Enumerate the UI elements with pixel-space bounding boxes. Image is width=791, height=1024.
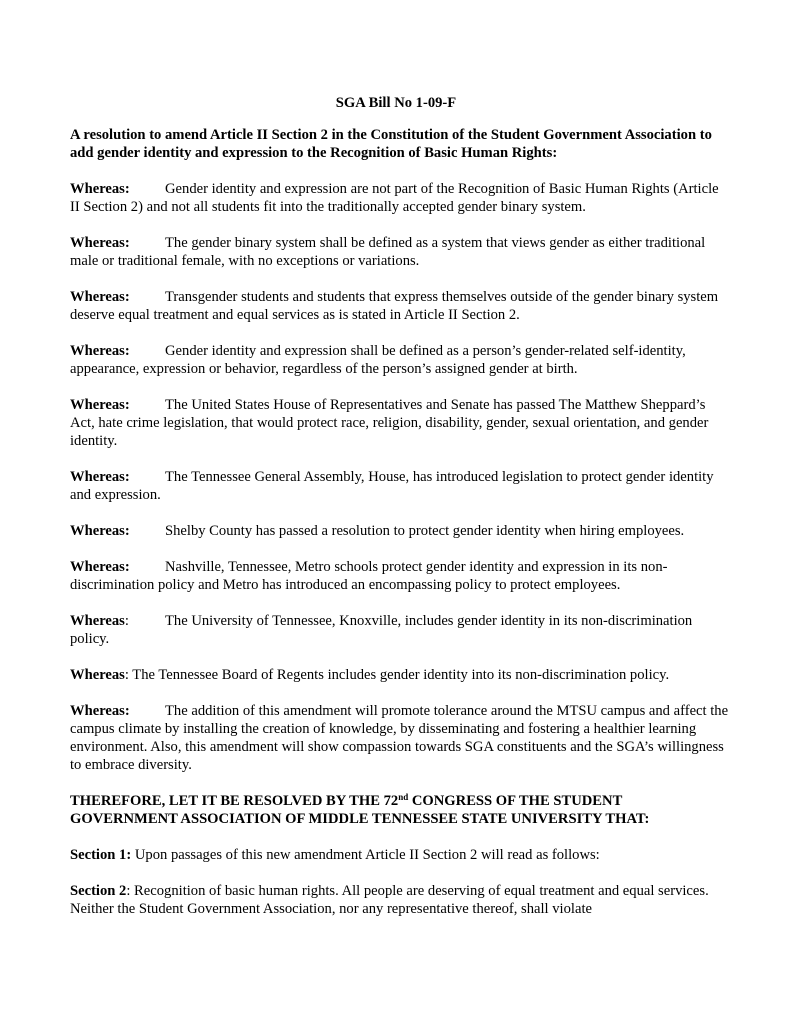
whereas-word: Whereas (70, 667, 125, 683)
whereas-label: Whereas: (70, 397, 130, 413)
whereas-clause-11 (70, 702, 730, 774)
whereas-text: The University of Tennessee, Knoxville, includes gender identity in its non-discrimination policy. (70, 613, 693, 647)
section-text: Upon passages of this new amendment Article II Section 2 will read as follows: (131, 847, 600, 863)
whereas-clause-5 (70, 396, 730, 450)
therefore-ordinal-suffix: nd (398, 792, 409, 802)
bill-title: SGA Bill No 1-09-F (335, 95, 457, 111)
whereas-clause-4 (70, 342, 730, 378)
whereas-text: The gender binary system shall be defined as a system that views gender as either traditional male or traditional female, with no exceptions or variations. (70, 235, 706, 269)
section-text: : Recognition of basic human rights. All people are deserving of equal treatment and equal services. Neither the Student Government Association, nor any representative thereof, shall violate (70, 883, 709, 917)
whereas-label: Whereas: (70, 523, 130, 539)
whereas-text: Shelby County has passed a resolution to protect gender identity when hiring employees. (165, 523, 685, 539)
whereas-colon: : (124, 667, 129, 683)
whereas-clause-7 (70, 522, 730, 540)
whereas-clause-8 (70, 558, 730, 594)
whereas-text: The Tennessee General Assembly, House, has introduced legislation to protect gender identity and expression. (70, 469, 714, 503)
whereas-text: Transgender students and students that express themselves outside of the gender binary system deserve equal treatment and equal services as is stated in Article II Section 2. (70, 289, 719, 323)
whereas-text: Gender identity and expression shall be defined as a person’s gender-related self-identity, appearance, expression or behavior, regardless of the person’s assigned gender at birth. (70, 343, 686, 377)
section-1 (70, 846, 730, 864)
document-page (70, 94, 730, 936)
whereas-clause-9 (70, 612, 730, 648)
whereas-label: Whereas: (70, 181, 130, 197)
whereas-label: Whereas: (70, 343, 130, 359)
therefore-resolution (70, 792, 730, 828)
section-2 (70, 882, 730, 918)
whereas-clause-1 (70, 180, 730, 216)
whereas-clause-6 (70, 468, 730, 504)
whereas-label: Whereas: (70, 289, 130, 305)
whereas-colon: : (124, 613, 129, 629)
whereas-text: Nashville, Tennessee, Metro schools protect gender identity and expression in its non-discrimination policy and Metro has introduced an encompassing policy to protect employees. (70, 559, 668, 593)
whereas-text: The addition of this amendment will promote tolerance around the MTSU campus and affect the campus climate by installing the creation of knowledge, by disseminating and fostering a healthier learning environment. Also, this amendment will show compassion towards SGA constituents and the SGA’s willingness to embrace diversity. (70, 703, 729, 773)
whereas-text: The Tennessee Board of Regents includes gender identity into its non-discrimination policy. (128, 667, 670, 683)
whereas-text: Gender identity and expression are not part of the Recognition of Basic Human Rights (Article II Section 2) and not all students fit into the traditionally accepted gender binary system. (70, 181, 719, 215)
whereas-label: Whereas: (70, 235, 130, 251)
whereas-word: Whereas (70, 613, 125, 629)
whereas-clause-10 (70, 666, 730, 684)
section-label: Section 1: (70, 847, 132, 863)
whereas-clause-3 (70, 288, 730, 324)
whereas-label (70, 612, 165, 630)
section-label: Section 2 (70, 883, 127, 899)
whereas-label: Whereas: (70, 559, 130, 575)
whereas-label: Whereas: (70, 469, 130, 485)
whereas-text: The United States House of Representatives and Senate has passed The Matthew Sheppard’s Act, hate crime legislation, that would protect race, religion, disability, gender, sexual orientation, and gender identity. (70, 397, 709, 449)
therefore-before: THEREFORE, LET IT BE RESOLVED BY THE 72 (70, 793, 399, 809)
therefore-after: CONGRESS OF THE STUDENT GOVERNMENT ASSOCIATION OF MIDDLE TENNESSEE STATE UNIVERSITY THAT: (70, 793, 650, 827)
resolution-title: A resolution to amend Article II Section 2 in the Constitution of the Student Government Association to add gender identity and expression to the Recognition of Basic Human Rights: (70, 127, 712, 161)
whereas-clause-2 (70, 234, 730, 270)
whereas-label: Whereas: (70, 703, 130, 719)
